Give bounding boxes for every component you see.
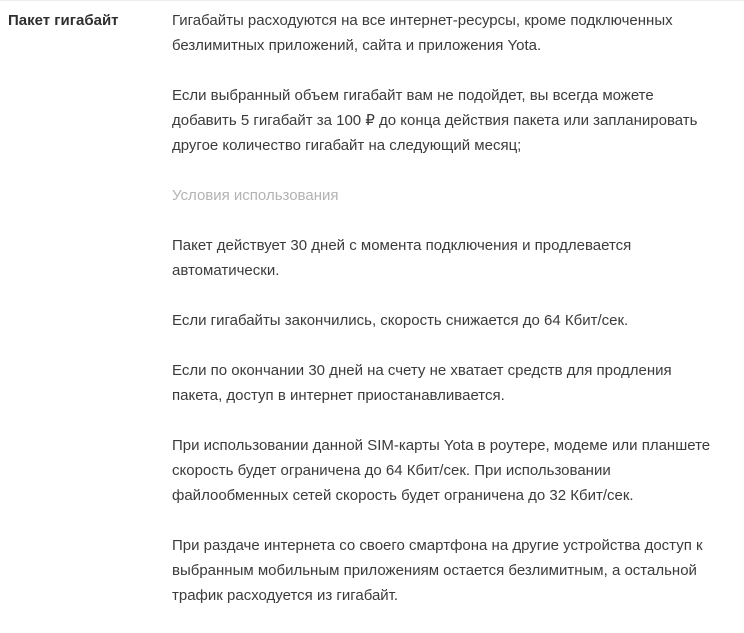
paragraph-gigabytes-usage: Гигабайты расходуются на все интернет-ресурсы, кроме подключенных безлимитных приложений, сайта и приложения Yota.	[172, 12, 673, 54]
paragraph-insufficient-funds: Если по окончании 30 дней на счету не хватает средств для продления пакета, доступ в интернет приостанавливается.	[172, 362, 672, 404]
spec-row-label: Пакет гигабайт	[8, 12, 119, 29]
spec-content-column	[172, 8, 712, 633]
spec-label-column	[0, 8, 172, 32]
paragraph-add-gigabytes: Если выбранный объем гигабайт вам не подойдет, вы всегда можете добавить 5 гигабайт за 100 ₽ до конца действия пакета или запланировать другое количество гигабайт на следующий месяц;	[172, 87, 698, 154]
paragraph-package-duration: Пакет действует 30 дней с момента подключения и продлевается автоматически.	[172, 237, 632, 279]
paragraph-tethering-rules: При раздаче интернета со своего смартфона на другие устройства доступ к выбранным мобильным приложениям остается безлимитным, а остальной трафик расходуется из гигабайт.	[172, 537, 703, 604]
paragraph-speed-after-limit: Если гигабайты закончились, скорость снижается до 64 Кбит/сек.	[172, 312, 629, 329]
paragraph-sim-in-router-limits: При использовании данной SIM-карты Yota в роутере, модеме или планшете скорость будет ограничена до 64 Кбит/сек. При использовании файлообменных сетей скорость будет ограничена до 32 Кбит/сек.	[172, 437, 711, 504]
section-heading-usage-terms: Условия использования	[172, 187, 339, 204]
